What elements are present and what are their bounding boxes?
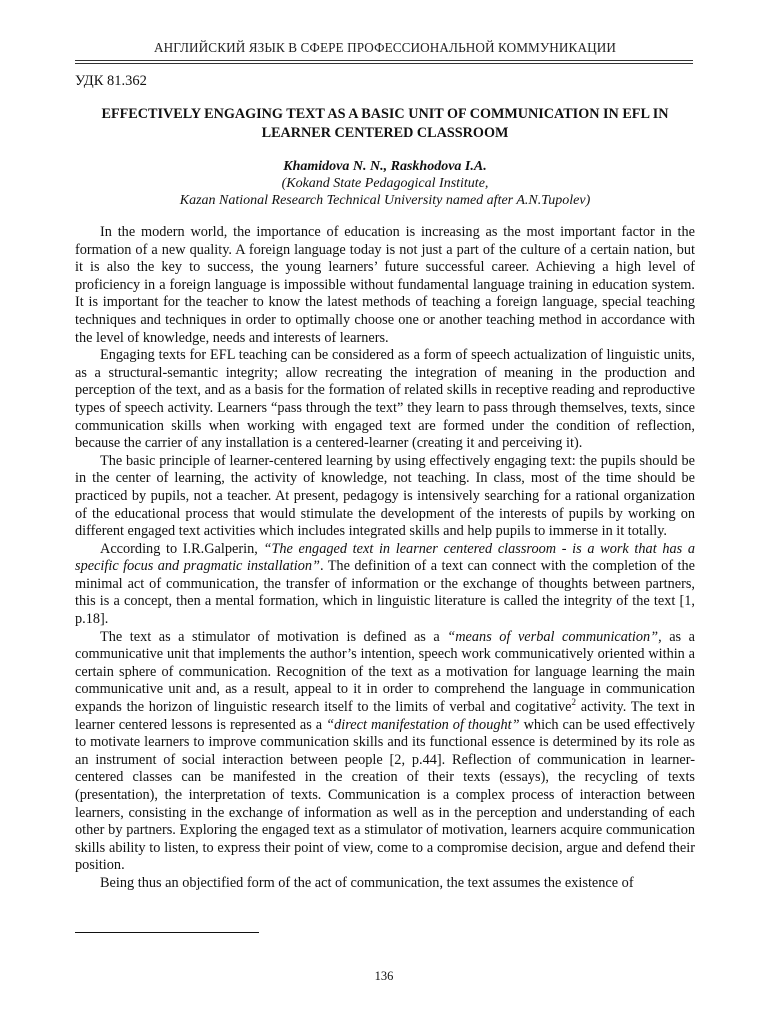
- paragraph-5-part-a: The text as a stimulator of motivation is defined as a: [100, 628, 448, 645]
- paragraph-2: Engaging texts for EFL teaching can be considered as a form of speech actualization of linguistic units, as a structural-semantic integrity; allow recreating the integration of meaning in the production and perception of the text, and as a basis for the formation of related skills in receptive reading and reproductive types of speech activity. Learners “pass through the text” they learn to pass through themselves, texts, since communication skills when working with engaged text are formed under the condition of reflection, because the carrier of any installation is a centered-learner (creating it and perceiving it).: [75, 347, 695, 452]
- paragraph-4-lead: According to I.R.Galperin,: [100, 540, 264, 557]
- paragraph-5: [75, 629, 695, 875]
- affiliation-line-1: (Kokand State Pedagogical Institute,: [281, 176, 489, 191]
- galperin-quote: “The engaged text in learner centered classroom - is a work that has a specific focus and pragmatic installation”: [75, 540, 695, 575]
- running-head: АНГЛИЙСКИЙ ЯЗЫК В СФЕРЕ ПРОФЕССИОНАЛЬНОЙ КОММУНИКАЦИИ: [154, 40, 616, 55]
- udk-code: УДК 81.362: [75, 73, 147, 89]
- footnote-marker: 2: [571, 697, 577, 708]
- paragraph-6: Being thus an objectified form of the act of communication, the text assumes the existence of: [100, 874, 634, 891]
- paragraph-4-rest: . The definition of a text can connect with the completion of the minimal act of communication, the transfer of information or the exchange of thoughts between partners, this is a concept, then a mental formation, which in linguistic literature is called the integrity of the text [1, p.18].: [75, 558, 695, 628]
- footnote-separator: [75, 932, 259, 933]
- paragraph-5-part-c: activity. The text in learner centered lessons is represented as a: [75, 699, 695, 733]
- article-body: [75, 224, 695, 893]
- affiliation-line-2: Kazan National Research Technical University named after A.N.Tupolev): [179, 193, 591, 208]
- paragraph-4: [75, 541, 695, 629]
- author-block: [75, 158, 695, 209]
- header-rule-top: [75, 60, 693, 61]
- quote-verbal-communication: “means of verbal communication”: [447, 628, 659, 645]
- paragraph-5-part-b: , as a communicative unit that implements the author’s intention, speech work communicatively oriented within a certain sphere of communication. Recognition of the text as a motivation for language learning the main communicative unit and, as a result, appeal to it in order to comprehend the language in communication expands the horizon of linguistic research itself to the limits of verbal and cogitative: [75, 628, 696, 716]
- page-number: 136: [374, 969, 394, 983]
- paragraph-5-part-d: which can be used effectively to motivate learners to improve communication skills and its functional essence is determined by its role as an instrument of social interaction between people [2, p.44]. Reflection of communication in learner-centered classes can be manifested in the creation of their texts (essays), the recycling of texts (presentation), the interpretation of texts. Communication is a complex process of interaction between learners, consisting in the exchange of information as well as in the perception and understanding of each other by partners. Exploring the engaged text as a stimulator of motivation, learners acquire communication skills ability to listen, to express their point of view, come to a compromise decision, argue and defend their position.: [75, 716, 695, 874]
- paragraph-1: In the modern world, the importance of education is increasing as the most important factor in the formation of a new quality. A foreign language today is not just a part of the culture of a certain nation, but it is also the key to success, the young learners’ future successful career. Achieving a high level of proficiency in a foreign language is impossible without fundamental language training in education system. It is important for the teacher to know the latest methods of teaching a foreign language, special teaching techniques and techniques in order to optimally choose one or another teaching method in accordance with the level of knowledge, needs and interests of learners.: [75, 224, 695, 346]
- author-names: Khamidova N. N., Raskhodova I.A.: [283, 159, 487, 174]
- quote-manifestation-of-thought: “direct manifestation of thought”: [326, 716, 520, 733]
- header-rule-bottom: [75, 63, 693, 64]
- paragraph-3: The basic principle of learner-centered learning by using effectively engaging text: the pupils should be in the center of learning, the activity of knowledge, not teaching. In class, most of the time should be practiced by pupils, not a teacher. At present, pedagogy is intensively searching for a rational organization of the educational process that would stimulate the development of the interests of pupils by working on different engaged text activities which includes integrated skills and help pupils to immerse in it totally.: [75, 452, 695, 540]
- article-title: EFFECTIVELY ENGAGING TEXT AS A BASIC UNIT OF COMMUNICATION IN EFL IN LEARNER CENTERED CLASSROOM: [101, 106, 669, 141]
